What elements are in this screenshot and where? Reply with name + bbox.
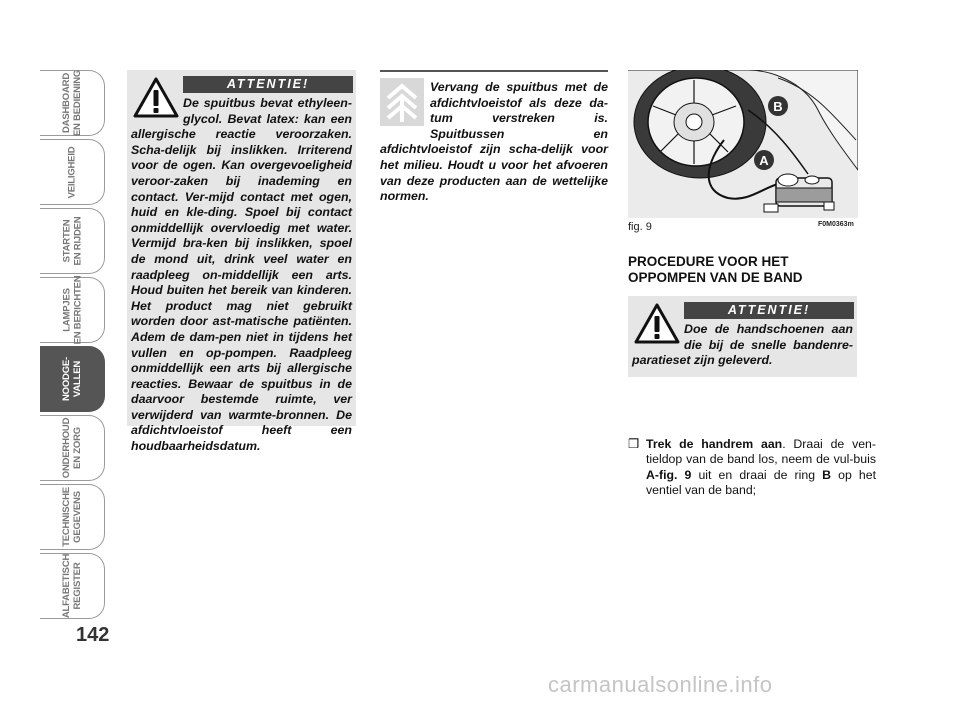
tab-lampjes-en-berichten[interactable]: LAMPJES EN BERICHTEN [40, 277, 105, 343]
tab-onderhoud-en-zorg[interactable]: ONDERHOUD EN ZORG [40, 415, 105, 481]
warning-text: Doe de handschoenen aan die bij de snelle bandenre-paratieset zijn geleverd. [632, 322, 853, 368]
figure-tyre-compressor [628, 70, 858, 218]
tab-starten-en-rijden[interactable]: STARTEN EN RIJDEN [40, 208, 105, 274]
tab-alfabetisch-register[interactable]: ALFABETISCH REGISTER [40, 553, 105, 619]
tab-dashboard-en-bediening[interactable]: DASHBOARD EN BEDIENING [40, 70, 105, 136]
callout-b: B [773, 99, 783, 114]
figure-caption: fig. 9 [628, 221, 652, 233]
tab-veiligheid[interactable]: VEILIGHEID [40, 139, 105, 205]
icon-spacer [380, 80, 430, 138]
warning-box-chemicals [127, 70, 356, 454]
divider-line [380, 70, 608, 72]
environment-note: Vervang de spuitbus met de afdichtvloeistof als deze da-tum verstreken is. Spuitbussen en afdichtvloeistof zijn scha-delijk voor het milieu. Houdt u voor het afvoeren van deze producten aan de wettelijke normen. [380, 80, 608, 204]
icon-spacer [131, 96, 183, 126]
procedure-heading: PROCEDURE VOOR HET OPPOMPEN VAN DE BAND [628, 254, 803, 285]
watermark: carmanualsonline.info [548, 672, 773, 697]
procedure-step: ❒ Trek de handrem aan. Draai de ven-tieldop van de band los, neem de vul-buis A-fig. 9 uit en draai de ring B op het ventiel van de band; [628, 437, 876, 498]
checkbox-bullet: ❒ [628, 437, 640, 451]
warning-banner: ATTENTIE! [183, 76, 353, 93]
page-number: 142 [76, 624, 110, 646]
warning-banner: ATTENTIE! [684, 302, 854, 319]
callout-a: A [759, 153, 769, 168]
tyre-repair-illustration [628, 70, 858, 218]
warning-text: De spuitbus bevat ethyleen-glycol. Bevat latex: kan een allergische reactie veroorzaken. Scha-delijk bij inslikken. Irriterend voor de ogen. Kan overgevoeligheid veroor-zaken bij inademing en contact. Ver-mijd contact met ogen, huid en kle-ding. Spoel bij contact onmiddellijk overvloedig met water. Vermijd bra-ken bij inslikken, spoel de mond uit, drink veel water en raadpleeg on-middellijk een arts. Houd buiten het bereik van kinderen. Het product mag niet gebruikt worden door ast-matische patiënten. Adem de dam-pen niet in tijdens het vullen en op-pompen. Raadpleeg onmiddellijk een arts bij allergische reacties. Bewaar de spuitbus in de daarvoor bestemde ruimte, ver verwijderd van warmte-bronnen. De afdichtvloeistof heeft een houdbaarheidsdatum. [131, 96, 352, 454]
icon-spacer [632, 322, 684, 352]
tab-noodgevallen[interactable]: NOODGE- VALLEN [40, 346, 105, 412]
warning-box-gloves [628, 296, 857, 377]
tab-technische-gegevens[interactable]: TECHNISCHE GEGEVENS [40, 484, 105, 550]
figure-code: F0M0363m [818, 221, 854, 228]
